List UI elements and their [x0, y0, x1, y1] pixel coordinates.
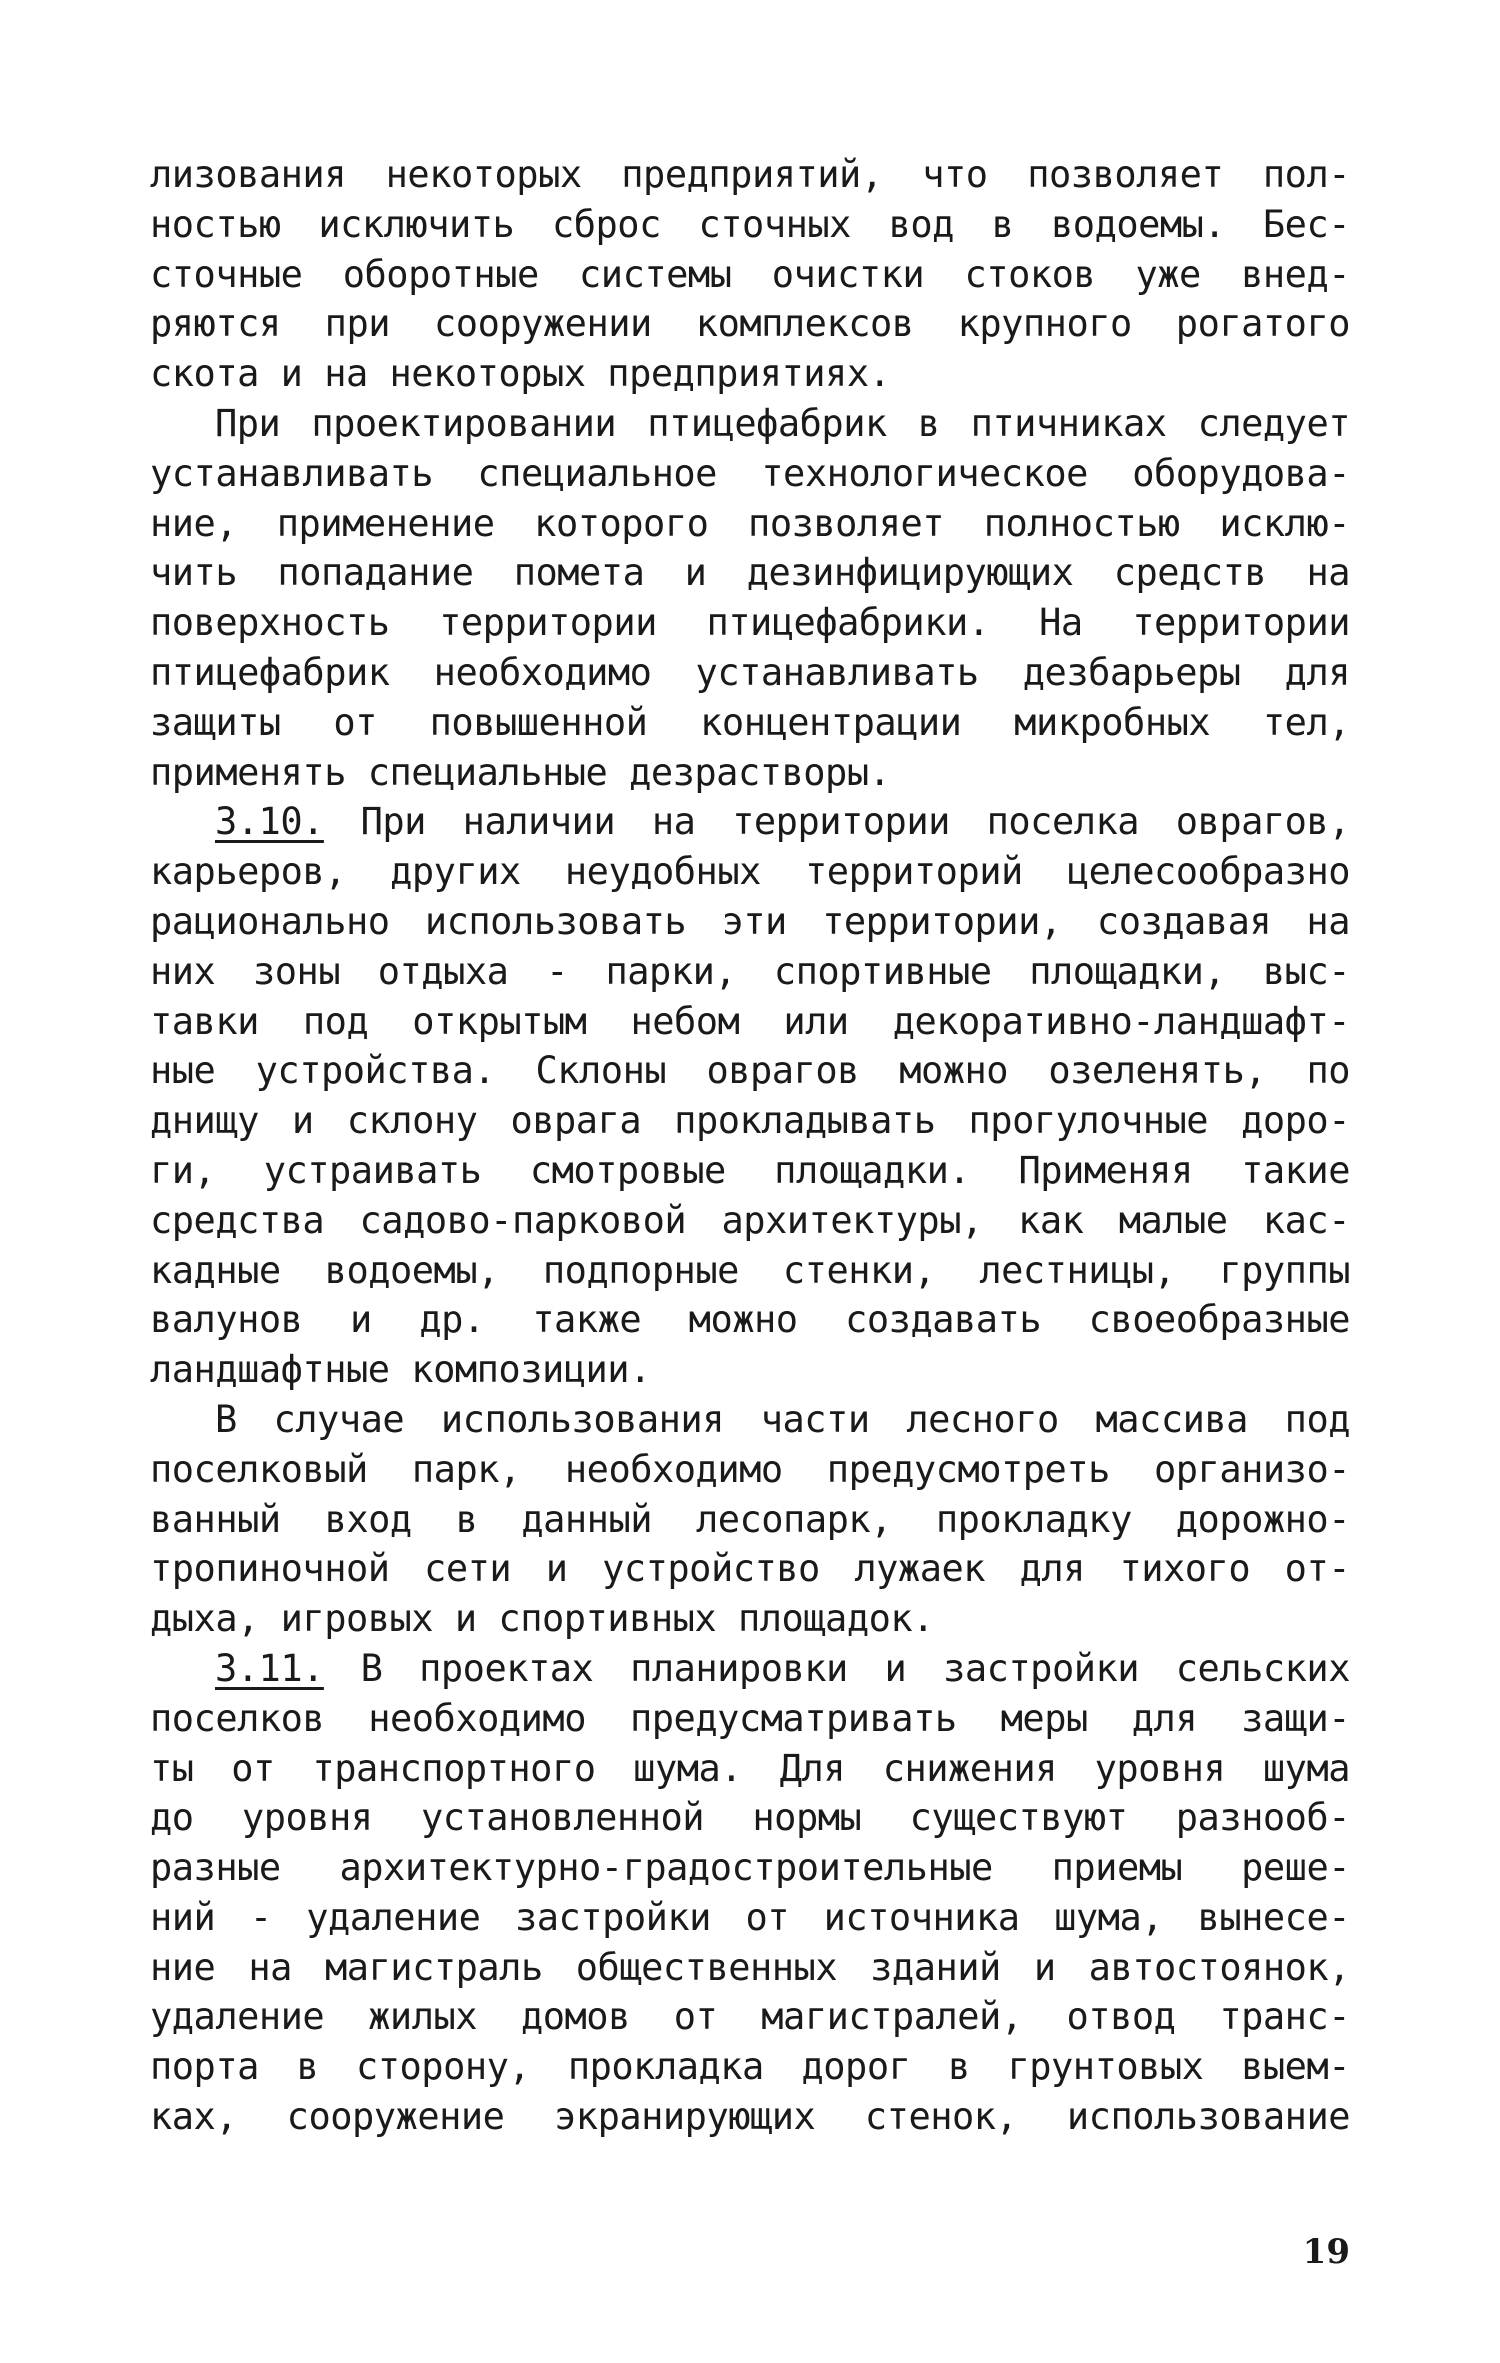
text-line: ги, устраивать смотровые площадки. Применяя такие	[150, 1148, 1350, 1192]
text-line: ние на магистраль общественных зданий и автостоянок,	[150, 1945, 1350, 1989]
text-line: сточные оборотные системы очистки стоков уже внед-	[150, 252, 1350, 296]
text-line: тавки под открытым небом или декоративно-ландшафт-	[150, 999, 1350, 1043]
text-line: При проектировании птицефабрик в птичниках следует	[215, 401, 1350, 445]
text-line: удаление жилых домов от магистралей, отвод транс-	[150, 1995, 1350, 2039]
section-number: 3.10.	[215, 800, 324, 844]
text-line: ландшафтные композиции.	[150, 1348, 651, 1392]
text-line: поверхность территории птицефабрики. На территории	[150, 601, 1350, 645]
text-line	[150, 797, 1350, 847]
text-line: поселковый парк, необходимо предусмотреть организо-	[150, 1447, 1350, 1491]
paragraph-4	[150, 1395, 1350, 1644]
paragraph-1	[150, 150, 1350, 399]
text-line: до уровня установленной нормы существуют разнооб-	[150, 1796, 1350, 1840]
text-line: ках, сооружение экранирующих стенок, использование	[150, 2095, 1350, 2139]
text-line: них зоны отдыха - парки, спортивные площадки, выс-	[150, 949, 1350, 993]
text-line: чить попадание помета и дезинфицирующих средств на	[150, 551, 1350, 595]
text-line: средства садово-парковой архитектуры, как малые кас-	[150, 1198, 1350, 1242]
text-line: поселков необходимо предусматривать меры для защи-	[150, 1696, 1350, 1740]
text-line: дыха, игровых и спортивных площадок.	[150, 1597, 934, 1641]
text-line	[150, 1644, 1350, 1694]
text-line: рационально использовать эти территории, создавая на	[150, 899, 1350, 943]
text-line: ные устройства. Склоны оврагов можно озеленять, по	[150, 1049, 1350, 1093]
text-line: В случае использования части лесного массива под	[215, 1397, 1350, 1441]
text-line: разные архитектурно-градостроительные приемы реше-	[150, 1846, 1350, 1890]
text-line: устанавливать специальное технологическое оборудова-	[150, 451, 1350, 495]
text-line: тропиночной сети и устройство лужаек для тихого от-	[150, 1547, 1350, 1591]
text-line: порта в сторону, прокладка дорог в грунтовых выем-	[150, 2045, 1350, 2089]
paragraph-2	[150, 399, 1350, 797]
section-3-11	[150, 1644, 1350, 2142]
text-line-rest: В проектах планировки и застройки сельских	[323, 1646, 1350, 1690]
page-number: 19	[1302, 2232, 1350, 2272]
text-line: применять специальные дезрастворы.	[150, 750, 891, 794]
text-line: днищу и склону оврага прокладывать прогулочные доро-	[150, 1099, 1350, 1143]
text-line: валунов и др. также можно создавать своеобразные	[150, 1298, 1350, 1342]
text-line: скота и на некоторых предприятиях.	[150, 352, 891, 396]
document-page	[150, 150, 1350, 2142]
text-line: защиты от повышенной концентрации микробных тел,	[150, 700, 1350, 744]
text-line: ние, применение которого позволяет полностью исклю-	[150, 501, 1350, 545]
text-line: ванный вход в данный лесопарк, прокладку дорожно-	[150, 1497, 1350, 1541]
text-line: кадные водоемы, подпорные стенки, лестницы, группы	[150, 1248, 1350, 1292]
text-line: ты от транспортного шума. Для снижения уровня шума	[150, 1746, 1350, 1790]
section-3-10	[150, 797, 1350, 1395]
text-line: карьеров, других неудобных территорий целесообразно	[150, 850, 1350, 894]
text-line: ностью исключить сброс сточных вод в водоемы. Бес-	[150, 202, 1350, 246]
text-line: ний - удаление застройки от источника шума, вынесе-	[150, 1895, 1350, 1939]
text-line: птицефабрик необходимо устанавливать дезбарьеры для	[150, 650, 1350, 694]
text-line-rest: При наличии на территории поселка оврагов,	[323, 800, 1350, 844]
text-line: лизования некоторых предприятий, что позволяет пол-	[150, 153, 1350, 196]
section-number: 3.11.	[215, 1646, 324, 1690]
text-line: ряются при сооружении комплексов крупного рогатого	[150, 302, 1350, 346]
